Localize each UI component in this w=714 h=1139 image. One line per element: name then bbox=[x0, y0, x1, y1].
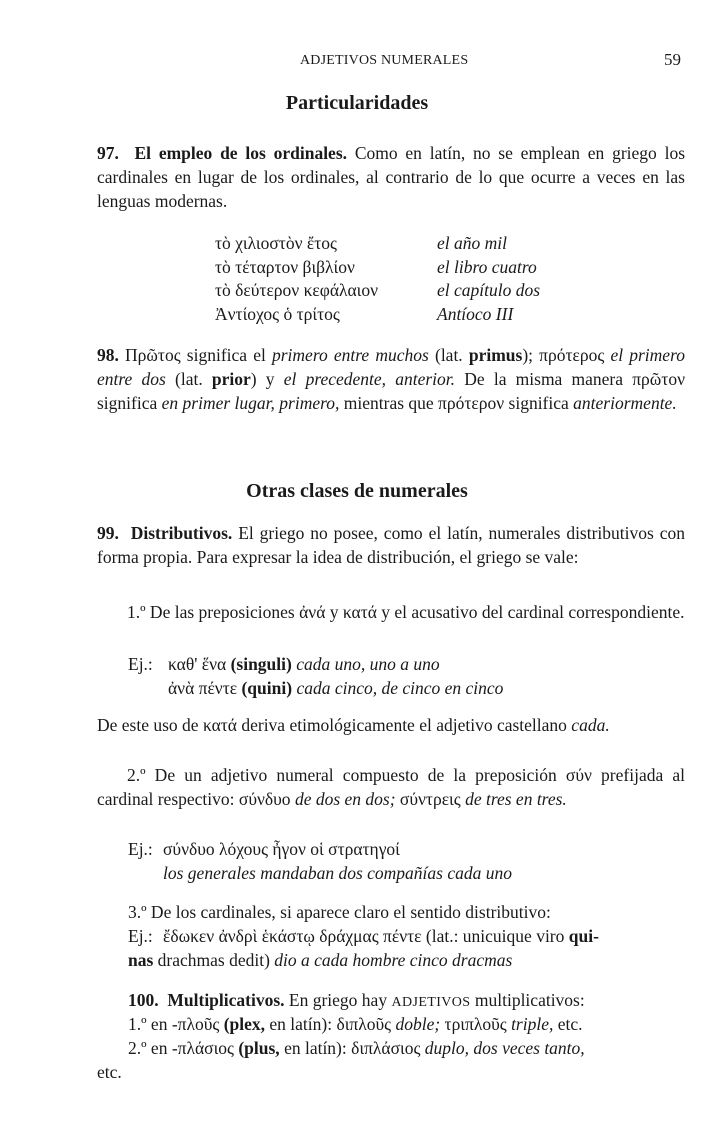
text-run: prior bbox=[211, 369, 251, 389]
text-run: el primero entre dos bbox=[97, 345, 685, 389]
text-run: multiplicativos: bbox=[470, 990, 585, 1010]
example-greek: τὸ δεύτερον κεφάλαιον bbox=[215, 280, 379, 300]
paragraph-text: El griego no posee, como el latín, numerales distributivos con forma propia. Para expresar la idea de distribución, el griego se vale: bbox=[97, 523, 686, 567]
translation: dio a cada hombre cinco dracmas bbox=[274, 950, 513, 970]
running-title: ADJETIVOS NUMERALES bbox=[300, 53, 469, 68]
paragraph-number: 98. bbox=[97, 345, 119, 365]
translation: los generales mandaban dos compañías cada uno bbox=[163, 863, 513, 883]
example-label: Ej.: bbox=[128, 839, 153, 859]
text-run: (lat. bbox=[428, 345, 469, 365]
example-translation: el libro cuatro bbox=[437, 257, 537, 277]
translation: cada cinco, de cinco en cinco bbox=[292, 678, 504, 698]
text-run: anteriormente. bbox=[573, 393, 677, 413]
text-run: en latín): διπλάσιος bbox=[279, 1038, 425, 1058]
multiplicative-1 bbox=[128, 1012, 583, 1036]
text-run: (plus, bbox=[238, 1038, 280, 1058]
paragraph-heading: El empleo de los ordinales. bbox=[134, 143, 348, 163]
translation: cada uno, uno a uno bbox=[291, 654, 440, 674]
example-greek: τὸ χιλιοστὸν ἔτος bbox=[215, 233, 337, 253]
multiplicative-2 bbox=[128, 1036, 585, 1060]
text-run: qui- bbox=[568, 926, 599, 946]
greek-text: ἀνὰ πέντε bbox=[168, 678, 242, 698]
example-translation: el año mil bbox=[437, 233, 507, 253]
greek-text: καθ' ἕνα bbox=[168, 654, 231, 674]
text-run: (plex, bbox=[223, 1014, 266, 1034]
example-line bbox=[168, 676, 503, 700]
item-2 bbox=[97, 763, 685, 811]
text-run: 2.º De un adjetivo numeral compuesto de la preposición σύν prefijada al cardinal respectivo: σύνδυο bbox=[97, 765, 685, 809]
example-greek: τὸ τέταρτον βιβλίον bbox=[215, 257, 355, 277]
section-title-otras-clases: Otras clases de numerales bbox=[246, 480, 468, 502]
text-run: ) y bbox=[250, 369, 284, 389]
text-run: en primer lugar, primero, bbox=[161, 393, 340, 413]
text-run: en latín): διπλοῦς bbox=[265, 1014, 396, 1034]
page-number: 59 bbox=[664, 50, 681, 69]
small-caps-text: ADJETIVOS bbox=[391, 995, 471, 1010]
text-run: nas bbox=[128, 950, 154, 970]
text-run: ἔδωκεν ἀνδρὶ ἑκάστῳ δράχμας πέντε (lat.: unicuique viro bbox=[163, 926, 569, 946]
text-run: primero entre muchos bbox=[272, 345, 429, 365]
text-run: etc. bbox=[553, 1014, 583, 1034]
example-translation: el capítulo dos bbox=[437, 280, 541, 300]
text-run: mientras que πρότερον significa bbox=[339, 393, 574, 413]
etc-text: etc. bbox=[97, 1062, 122, 1082]
paragraph-number: 99. bbox=[97, 523, 119, 543]
text-run: En griego hay bbox=[284, 990, 392, 1010]
paragraph-heading: Distributivos. bbox=[130, 523, 233, 543]
text-run: de tres en tres. bbox=[465, 789, 567, 809]
paragraph-number: 97. bbox=[97, 143, 119, 163]
example-greek: Ἀντίοχος ὁ τρίτος bbox=[215, 304, 340, 324]
text-run: De este uso de κατά deriva etimológicamente el adjetivo castellano bbox=[97, 715, 572, 735]
greek-text: σύνδυο λόχους ἦγον οἱ στρατηγοί bbox=[163, 839, 400, 859]
page-header bbox=[0, 50, 714, 74]
text-run: triple, bbox=[511, 1014, 554, 1034]
example-line bbox=[168, 652, 440, 676]
example-label: Ej.: bbox=[128, 926, 153, 946]
paragraph-text: Como en latín, no se emplean en griego los cardinales en lugar de los ordinales, al contrario de lo que ocurre a veces en las lenguas modernas. bbox=[97, 143, 686, 211]
paragraph-heading: Multiplicativos. bbox=[167, 990, 285, 1010]
latin-gloss: (quini) bbox=[241, 678, 293, 698]
paragraph-number: 100. bbox=[128, 990, 159, 1010]
item-1: 1.º De las preposiciones ἀνά y κατά y el acusativo del cardinal correspondiente. bbox=[127, 602, 685, 622]
kata-paragraph bbox=[97, 713, 685, 737]
section-title-particularidades: Particularidades bbox=[285, 92, 429, 114]
text-run: primus bbox=[468, 345, 523, 365]
text-run: De la misma manera πρῶτον significa bbox=[97, 369, 685, 413]
paragraph-100 bbox=[128, 988, 585, 1015]
text-run: τριπλοῦς bbox=[440, 1014, 512, 1034]
paragraph-98 bbox=[97, 343, 685, 415]
paragraph-99 bbox=[97, 521, 685, 569]
text-run: cada. bbox=[571, 715, 610, 735]
text-run: drachmas dedit) bbox=[153, 950, 275, 970]
text-run: 2.º en -πλάσιος bbox=[128, 1038, 239, 1058]
text-run: el precedente, anterior. bbox=[283, 369, 456, 389]
example-label: Ej.: bbox=[128, 654, 153, 674]
text-run: σύντρεις bbox=[395, 789, 466, 809]
text-run: (lat. bbox=[165, 369, 212, 389]
latin-gloss: (singuli) bbox=[230, 654, 292, 674]
example-line bbox=[163, 924, 599, 948]
text-run: de dos en dos; bbox=[294, 789, 396, 809]
item-3: 3.º De los cardinales, si aparece claro el sentido distributivo: bbox=[128, 902, 551, 922]
text-run: duplo, dos veces tanto, bbox=[424, 1038, 585, 1058]
text-run: ); πρότερος bbox=[522, 345, 611, 365]
text-run: 1.º en -πλοῦς bbox=[128, 1014, 224, 1034]
text-run: Πρῶτος significa el bbox=[118, 345, 272, 365]
example-translation: Antíoco III bbox=[437, 304, 514, 324]
paragraph-97 bbox=[97, 141, 685, 213]
text-run: doble; bbox=[395, 1014, 441, 1034]
example-line bbox=[128, 948, 512, 972]
